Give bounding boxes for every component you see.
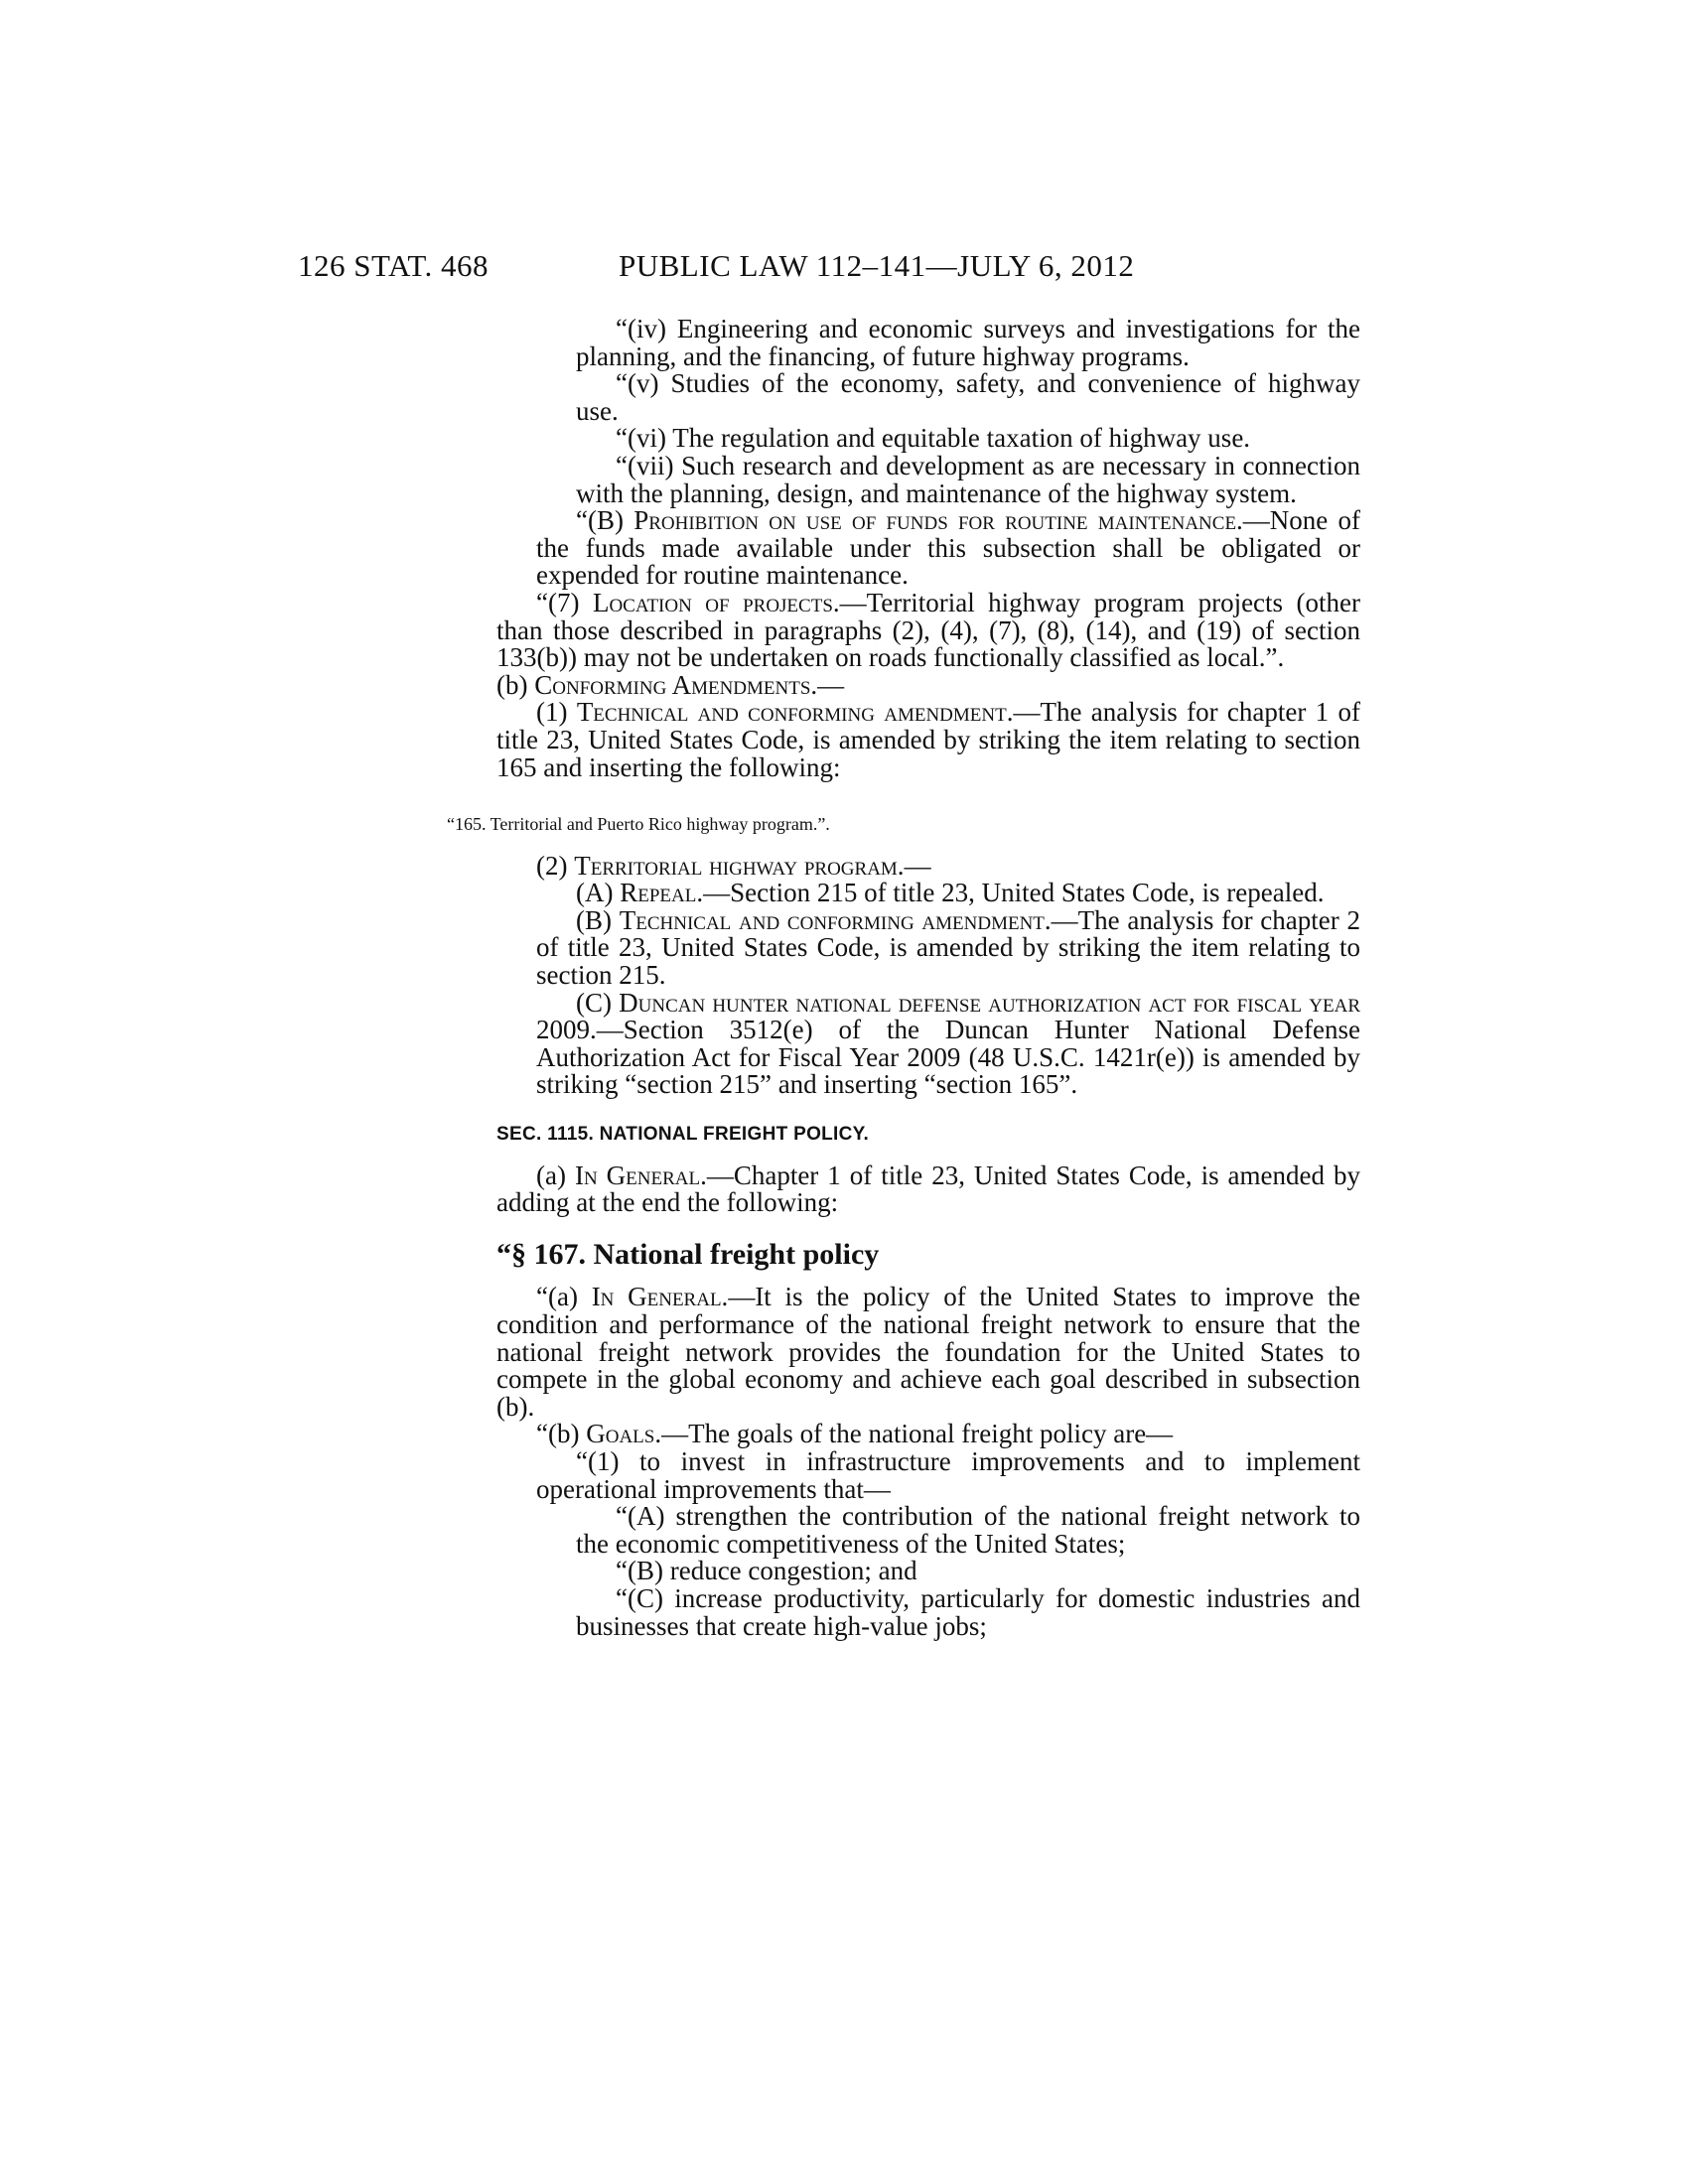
- paragraph-text: —It is the policy of the United States to improve the condition and performance of the national freight network to ensure that the national freight network provides the foundation for the United States to compete in the global economy and achieve each goal described in subsection (b).: [496, 1282, 1360, 1422]
- paragraph-heading: Goals.: [586, 1419, 662, 1449]
- paragraph-number: (2): [536, 850, 575, 881]
- paragraph-text: —Section 215 of title 23, United States Code, is repealed.: [703, 878, 1325, 908]
- section-heading-1115: SEC. 1115. NATIONAL FREIGHT POLICY.: [496, 1124, 870, 1146]
- paragraph-number: (A): [576, 878, 621, 908]
- paragraph-vi: “(vi) The regulation and equitable taxation of highway use.: [616, 423, 1251, 454]
- paragraph-text: —: [817, 669, 845, 700]
- document-body: [447, 314, 1360, 1641]
- table-of-contents-item: “165. Territorial and Puerto Rico highway program.”.: [447, 814, 830, 835]
- paragraph-number: (1): [536, 697, 577, 728]
- paragraph-text: —The goals of the national freight policy are—: [661, 1419, 1174, 1449]
- paragraph-number: “(b): [536, 1419, 587, 1449]
- paragraph-a-in-general: [496, 1162, 1360, 1217]
- paragraph-text: —None of the funds made available under this subsection shall be obligated or expended for routine maintenance.: [536, 505, 1360, 591]
- paragraph-v: “(v) Studies of the economy, safety, and convenience of highway use.: [576, 368, 1360, 426]
- paragraph-number: “(a): [536, 1282, 592, 1312]
- paragraph-heading: Territorial highway program.: [574, 850, 905, 881]
- paragraph-B-prohibition: [536, 507, 1360, 590]
- paragraph-number: (a): [536, 1160, 575, 1190]
- paragraph-heading: In General.: [591, 1282, 729, 1312]
- paragraph-heading: Technical and conforming amendment.: [619, 904, 1052, 935]
- paragraph-167a: [496, 1284, 1360, 1421]
- paragraph-number: (C): [576, 987, 620, 1018]
- paragraph-text: —: [904, 850, 931, 881]
- paragraph-7-location: [496, 587, 1360, 673]
- paragraph-text: —The analysis for chapter 1 of title 23, United States Code, is amended by striking the item relating to section 165 and inserting the following:: [496, 697, 1360, 782]
- paragraph-heading: Location of projects.: [592, 587, 840, 617]
- paragraph-167b: [496, 1421, 1360, 1448]
- paragraph-heading: Duncan hunter national defense authorization act for fiscal year 2009.: [536, 987, 1360, 1045]
- paragraph-text: —Territorial highway program projects (other than those described in paragraphs (2), (4), (7), (8), (14), and (19) of section 133(b)) may not be undertaken on roads functionally classified as local.”.: [496, 587, 1360, 673]
- paragraph-number: (B): [576, 904, 620, 935]
- running-header-title: PUBLIC LAW 112–141—JULY 6, 2012: [619, 248, 1135, 283]
- statute-page-number: 126 STAT. 468: [298, 248, 490, 283]
- paragraph-vii: “(vii) Such research and development as are necessary in connection with the planning, design, and maintenance of the highway system.: [576, 450, 1360, 508]
- paragraph-text: —Chapter 1 of title 23, United States Code, is amended by adding at the end the following:: [496, 1160, 1360, 1218]
- paragraph-number: (b): [496, 669, 535, 700]
- paragraph-2A-repeal: [536, 880, 1360, 907]
- paragraph-167b1B: “(B) reduce congestion; and: [616, 1556, 917, 1586]
- paragraph-167b1A: “(A) strengthen the contribution of the national freight network to the economic competitiveness of the United States;: [576, 1501, 1360, 1559]
- paragraph-iv: “(iv) Engineering and economic surveys and investigations for the planning, and the financing, of future highway programs.: [576, 314, 1360, 371]
- paragraph-heading: Repeal.: [620, 878, 704, 908]
- section-heading-167: “§ 167. National freight policy: [496, 1237, 880, 1271]
- paragraph-heading: In General.: [574, 1160, 707, 1190]
- paragraph-text: —Section 3512(e) of the Duncan Hunter National Defense Authorization Act for Fiscal Year 2009 (48 U.S.C. 1421r(e)) is amended by striking “section 215” and inserting “section 165”.: [536, 1015, 1360, 1100]
- paragraph-1-technical: [496, 699, 1360, 781]
- paragraph-heading: Technical and conforming amendment.: [576, 697, 1014, 728]
- paragraph-167b1: “(1) to invest in infrastructure improvements and to implement operational improvements that—: [536, 1445, 1360, 1504]
- paragraph-heading: Conforming Amendments.: [534, 669, 818, 700]
- paragraph-number: “(7): [536, 587, 593, 617]
- paragraph-2B-technical: [536, 904, 1360, 991]
- paragraph-167b1C: “(C) increase productivity, particularly for domestic industries and businesses that create high-value jobs;: [576, 1582, 1360, 1641]
- paragraph-text: —The analysis for chapter 2 of title 23, United States Code, is amended by striking the item relating to section 215.: [536, 904, 1360, 991]
- paragraph-2C-duncan-hunter: [536, 987, 1360, 1100]
- paragraph-2-territorial: [536, 850, 1360, 881]
- paragraph-b-conforming: [496, 669, 1360, 700]
- paragraph-heading: Prohibition on use of funds for routine maintenance.: [633, 505, 1243, 536]
- paragraph-number: “(B): [576, 505, 634, 536]
